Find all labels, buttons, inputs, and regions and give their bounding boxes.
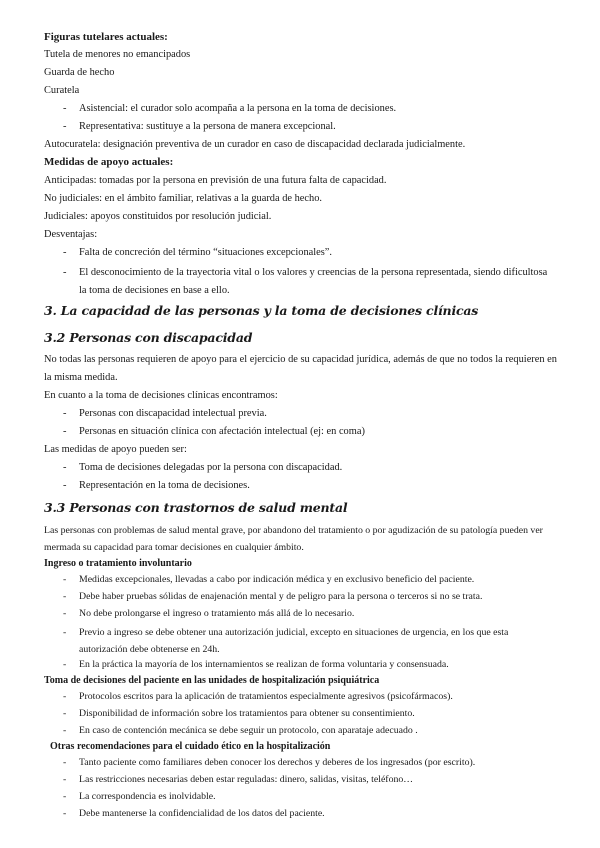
otras-bullet: - Debe mantenerse la confidencialidad de los datos del paciente. (79, 807, 325, 821)
desventaja-bullet: - El desconocimiento de la trayectoria vital o los valores y creencias de la persona representada, siendo dificultosa la toma de decisiones en base a ello. (79, 264, 549, 300)
toma-heading: Toma de decisiones del paciente en las unidades de hospitalización psiquiátrica (44, 675, 380, 686)
medidas-item: Desventajas: (44, 229, 98, 240)
curatela-bullet: - Representativa: sustituye a la persona de manera excepcional. (79, 120, 336, 134)
figuras-item: Tutela de menores no emancipados (44, 49, 191, 60)
otras-bullet: - La correspondencia es inolvidable. (79, 790, 216, 804)
autocuratela-text: Autocuratela: designación preventiva de un curador en caso de discapacidad declarada judicialmente. (44, 139, 466, 150)
curatela-bullet: - Asistencial: el curador solo acompaña a la persona en la toma de decisiones. (79, 102, 396, 116)
otras-bullet: - Tanto paciente como familiares deben conocer los derechos y deberes de los ingresados (por escrito). (79, 756, 475, 770)
section-3-2-title: 3.2 Personas con discapacidad (44, 330, 253, 345)
clinicas-bullet: - Personas en situación clínica con afectación intelectual (ej: en coma) (79, 425, 365, 439)
toma-bullet: - Protocolos escritos para la aplicación de tratamientos especialmente agresivos (psicofármacos). (79, 690, 453, 704)
ingreso-bullet: - En la práctica la mayoría de los internamientos se realizan de forma voluntaria y consensuada. (79, 658, 449, 672)
medidas-heading: Medidas de apoyo actuales: (44, 156, 174, 168)
desventaja-bullet: - Falta de concreción del término “situaciones excepcionales”. (79, 246, 332, 260)
apoyo-bullet: - Toma de decisiones delegadas por la persona con discapacidad. (79, 461, 342, 475)
section-3-title: 3. La capacidad de las personas y la toma de decisiones clínicas (44, 303, 479, 318)
figuras-item: Curatela (44, 85, 80, 96)
otras-heading: Otras recomendaciones para el cuidado ético en la hospitalización (50, 741, 331, 752)
medidas-item: Anticipadas: tomadas por la persona en previsión de una futura falta de capacidad. (44, 175, 387, 186)
medidas-item: Judiciales: apoyos constituidos por resolución judicial. (44, 211, 272, 222)
otras-bullet: - Las restricciones necesarias deben estar reguladas: dinero, salidas, visitas, teléfono… (79, 773, 413, 787)
clinicas-bullet: - Personas con discapacidad intelectual previa. (79, 407, 267, 421)
figuras-item: Guarda de hecho (44, 67, 115, 78)
toma-bullet: - Disponibilidad de información sobre los tratamientos para obtener su consentimiento. (79, 707, 415, 721)
figuras-heading: Figuras tutelares actuales: (44, 31, 168, 43)
apoyo-bullet: - Representación en la toma de decisiones. (79, 479, 250, 493)
apoyo-intro: Las medidas de apoyo pueden ser: (44, 444, 187, 455)
section-3-3-title: 3.3 Personas con trastornos de salud mental (44, 500, 348, 515)
medidas-item: No judiciales: en el ámbito familiar, relativas a la guarda de hecho. (44, 193, 322, 204)
section-3-2-intro: No todas las personas requieren de apoyo para el ejercicio de su capacidad jurídica, además de que no todos la requieren en la misma medida. (44, 354, 557, 383)
ingreso-heading: Ingreso o tratamiento involuntario (44, 558, 192, 569)
toma-bullet: - En caso de contención mecánica se debe seguir un protocolo, con aparataje adecuado . (79, 724, 418, 738)
clinicas-intro: En cuanto a la toma de decisiones clínicas encontramos: (44, 390, 278, 401)
section-3-3-intro: Las personas con problemas de salud mental grave, por abandono del tratamiento o por agudización de su patología pueden ver mermada su capacidad para tomar decisiones en cualquier ámbito. (44, 525, 543, 553)
ingreso-bullet: - Medidas excepcionales, llevadas a cabo por indicación médica y en exclusivo beneficio del paciente. (79, 573, 474, 587)
ingreso-bullet: - No debe prolongarse el ingreso o tratamiento más allá de lo necesario. (79, 607, 354, 621)
ingreso-bullet: - Debe haber pruebas sólidas de enajenación mental y de peligro para la persona o terceros si no se trata. (79, 590, 482, 604)
ingreso-bullet: - Previo a ingreso se debe obtener una autorización judicial, excepto en situaciones de urgencia, en los que esta autorización debe obtenerse en 24h. (79, 624, 549, 658)
